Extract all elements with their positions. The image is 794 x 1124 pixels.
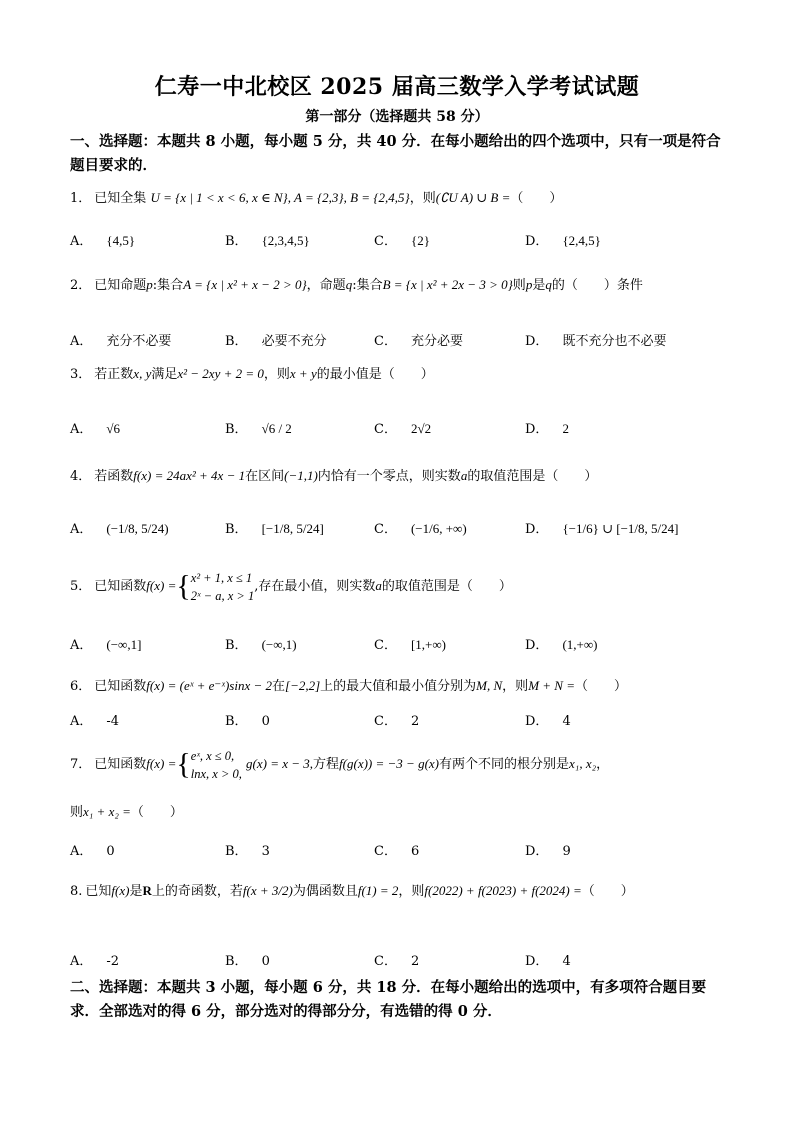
question-1: 1． 已知全集 U = {x | 1 < x < 6, x ∈ N}, A = {2,3}, B = {2,4,5}，则(∁U A) ∪ B =（ ） [70,190,563,206]
option-a[interactable]: A． -4 [70,714,120,729]
section-one-instructions: 一、选择题：本题共 8 小题，每小题 5 分，共 40 分．在每小题给出的四个选项中，只有一项是符合题目要求的． [70,133,721,174]
option-c[interactable]: C． {2} [374,233,430,249]
question-8: 8. 已知f(x)是R上的奇函数，若f(x + 3/2)为偶函数且f(1) = 2，则f(2022) + f(2023) + f(2024) =（ ） [70,883,634,899]
question-3: 3． 若正数x, y满足x² − 2xy + 2 = 0，则x + y的最小值是（ ） [70,366,434,382]
option-d[interactable]: D． (1,+∞) [525,637,598,653]
option-a[interactable]: A． -2 [70,954,120,969]
option-b[interactable]: B． {2,3,4,5} [225,233,310,249]
question-2-options [70,330,730,352]
option-d[interactable]: D． 既不充分也不必要 [525,334,667,349]
option-c[interactable]: C． 6 [374,844,420,859]
option-a[interactable]: A． {4,5} [70,233,136,249]
option-c[interactable]: C． 充分必要 [374,334,463,349]
piecewise-cases: x² + 1, x ≤ 1 2ˣ − a, x > 1 [190,570,255,603]
question-5-options [70,634,730,656]
question-3-options [70,406,730,446]
option-c[interactable]: C． 2 [374,954,420,969]
question-8-options [70,950,730,972]
option-a[interactable]: A． √6 [70,421,121,437]
part-subtitle: 第一部分（选择题共 58 分） [305,109,489,125]
option-b[interactable]: B． (−∞,1) [225,637,297,653]
option-a[interactable]: A． 充分不必要 [70,334,172,349]
question-6: 6． 已知函数f(x) = (eˣ + e⁻ˣ)sinx − 2在[−2,2]上的最大值和最小值分别为M, N，则M + N =（ ） [70,678,627,694]
option-c[interactable]: C． [1,+∞) [374,637,446,653]
option-c[interactable]: C． 2 [374,714,420,729]
option-c[interactable]: C． (−1/6, +∞) [374,521,467,537]
question-7-options [70,840,730,862]
section-two-instructions: 二、选择题：本题共 3 小题，每小题 6 分，共 18 分．在每小题给出的选项中，有多项符合题目要求．全部选对的得 6 分，部分选对的得部分分，有选错的得 0 分． [70,979,707,1020]
option-a[interactable]: A． 0 [70,844,115,859]
option-d[interactable]: D． {2,4,5} [525,233,601,249]
question-4: 4． 若函数f(x) = 24ax² + 4x − 1在区间(−1,1)内恰有一个零点，则实数a的取值范围是（ ） [70,468,598,484]
option-b[interactable]: B． √6 / 2 [225,421,292,437]
option-a[interactable]: A． (−1/8, 5/24) [70,521,169,537]
option-d[interactable]: D． {−1/6} ∪ [−1/8, 5/24] [525,521,679,537]
option-d[interactable]: D． 4 [525,714,571,729]
piecewise-brace: { [176,569,191,603]
piecewise-cases: eˣ, x ≤ 0, lnx, x > 0, [190,748,242,781]
question-7-continuation: 则x₁ + x₂ =（ ） [70,804,183,820]
option-b[interactable]: B． 0 [225,714,270,729]
option-d[interactable]: D． 4 [525,954,571,969]
option-a[interactable]: A． (−∞,1] [70,637,142,653]
question-7: 7． 已知函数f(x) ={ eˣ, x ≤ 0, lnx, x > 0, g(x) = x − 3,方程f(g(x)) = −3 − g(x)有两个不同的根分别是x₁, x₂， [70,747,610,781]
question-6-options [70,710,730,732]
option-d[interactable]: D． 2 [525,421,569,437]
option-b[interactable]: B． [−1/8, 5/24] [225,521,324,537]
piecewise-brace: { [176,747,191,781]
question-1-options [70,230,730,252]
option-b[interactable]: B． 3 [225,844,270,859]
exam-title: 仁寿一中北校区 2025 届高三数学入学考试试题 [154,74,640,100]
option-b[interactable]: B． 必要不充分 [225,334,327,349]
question-5: 5． 已知函数f(x) ={ x² + 1, x ≤ 1 2ˣ − a, x > 1 ,存在最小值，则实数a的取值范围是（ ） [70,569,512,603]
q1-set-definitions: U = {x | 1 < x < 6, x ∈ N}, A = {2,3}, B = {2,4,5} [150,190,410,205]
question-2: 2． 已知命题p:集合A = {x | x² + x − 2 > 0}，命题q:集合B = {x | x² + 2x − 3 > 0}则p是q的（ ）条件 [70,277,643,293]
option-d[interactable]: D． 9 [525,844,571,859]
option-b[interactable]: B． 0 [225,954,270,969]
question-4-options [70,518,730,540]
option-c[interactable]: C． 2√2 [374,421,432,437]
